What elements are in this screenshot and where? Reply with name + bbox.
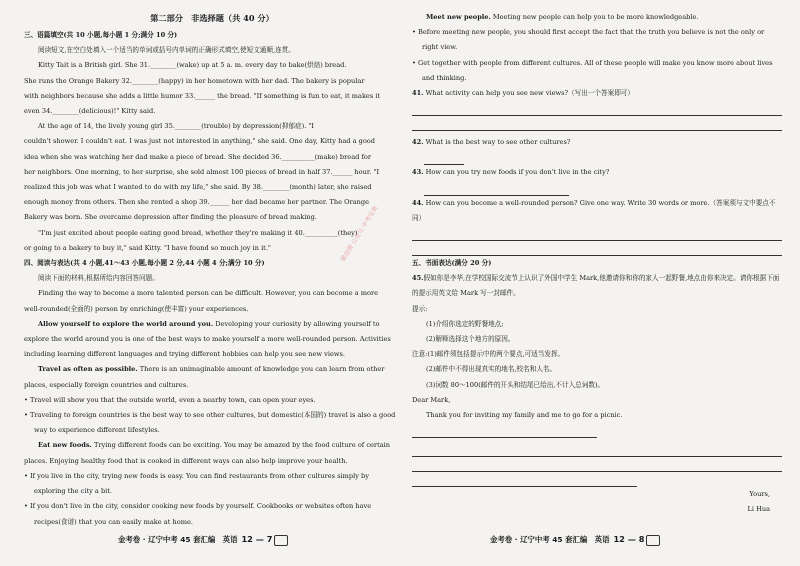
section4-instruction: 阅读下面的材料,根据所给内容回答问题。	[38, 274, 159, 283]
bullet-people-2: • Get together with people from different cultures. All of these people will make you know more about lives and thinking.	[412, 58, 773, 82]
letter-opening: Thank you for inviting my family and me to go for a picnic.	[426, 411, 623, 420]
notes: 注意:(1)邮件须包括提示中的两个要点,可适当发挥。	[412, 350, 565, 359]
reading-p2	[24, 362, 400, 377]
cloze-line-7: idea when she was watching her dad make a piece of bread. She decided 36.__________(make) bread for	[24, 152, 372, 161]
page-number-right: 12 — 8	[613, 534, 645, 544]
bullet-travel-1: • Travel will show you that the outside world, even a nearby town, can open your eyes.	[24, 395, 316, 404]
writing-line-4[interactable]	[412, 474, 637, 487]
writing-line-2[interactable]	[412, 444, 782, 457]
question-42: 42. What is the best way to see other cultures?	[412, 138, 571, 147]
footer-left-text: 金考卷 · 辽宁中考 45 套汇编 英语	[118, 535, 238, 544]
note-3: (3)词数 80～100(邮件的开头和结尾已给出,不计入总词数)。	[426, 380, 605, 389]
cloze-line-5: At the age of 14, the lively young girl 35.________(trouble) by depression(抑郁症). "I	[38, 122, 315, 131]
p1-text: Developing your curiosity by allowing yourself to	[213, 319, 380, 328]
answer-line-41b[interactable]	[412, 118, 782, 131]
question-45: 45.假如你是李华,在学校国际交流节上认识了外国中学生 Mark,他邀请你和你的家人一起野餐,地点由你来决定。请你根据下面的提示用英文给 Mark 写一封邮件。	[412, 274, 780, 298]
bullet-people-1: • Before meeting new people, you should first accept the fact that the truth you believe is not the only or right view.	[412, 28, 765, 52]
section3-heading: 三、语篇填空(共 10 小题,每小题 1 分;满分 10 分)	[24, 31, 178, 39]
cloze-line-2: She runs the Orange Bakery 32.________(happy) in her hometown with her dad. The bakery is popular	[24, 76, 365, 85]
cloze-line-1: Kitty Tait is a British girl. She 31.________(wake) up at 5 a. m. every day to bake(烘焙) bread.	[38, 61, 347, 70]
note-2: (2)邮件中不得出现真实的地名,校名和人名。	[426, 365, 557, 374]
cloze-line-8: her neighbors. One morning, to her surprise, she sold almost 100 pieces of bread in half 37.______ hour. "I	[24, 167, 380, 176]
bullet-food-2: • If you don't live in the city, consider cooking new foods by yourself. Cookbooks or websites often have recipes(食谱) that you can easily make at home.	[24, 502, 372, 526]
question-41: 41. What activity can help you see new views?（写出一个答案即可）	[412, 89, 634, 98]
signature: Li Hua	[747, 505, 770, 514]
footer-left	[118, 534, 288, 546]
cloze-line-9: realized this job was what I wanted to do with my life," she said. By 38.________(month) later, she raised	[24, 183, 372, 192]
answer-line-42[interactable]	[424, 152, 464, 165]
publisher-logo-icon	[646, 535, 660, 546]
footer-right	[490, 534, 660, 546]
reading-p1-line2: explore the world around you is one of the best ways to make yourself a more well-rounded person. Activities	[24, 335, 391, 344]
right-column	[412, 10, 782, 518]
cloze-line-3: with neighbors because she adds a little humor 33.______ the bread. "If something is fun to eat, it makes it	[24, 91, 381, 100]
p4-heading: Meet new people.	[426, 13, 491, 21]
cloze-line-13: or going to a bakery to buy it," said Kitty. "I have found so much joy in it."	[24, 243, 271, 252]
tips-label: 提示:	[412, 304, 428, 313]
cloze-line-4: even 34.________(delicious)!" Kitty said.	[24, 107, 156, 116]
footer-right-text: 金考卷 · 辽宁中考 45 套汇编 英语	[490, 535, 610, 544]
answer-line-44a[interactable]	[412, 228, 782, 241]
publisher-logo-icon	[274, 535, 288, 546]
answer-line-43[interactable]	[424, 183, 569, 196]
writing-line-3[interactable]	[412, 459, 782, 472]
salutation: Dear Mark,	[412, 395, 451, 404]
p4-text: Meeting new people can help you to be more knowledgeable.	[490, 13, 699, 21]
writing-line-1[interactable]	[412, 425, 597, 438]
part-title: 第二部分 非选择题（共 40 分）	[150, 13, 274, 23]
bullet-food-1: • If you live in the city, trying new foods is easy. You can find restaurants from other cultures simply by exploring the city a bit.	[24, 471, 369, 496]
p2-text: There is an unimaginable amount of knowledge you can learn from other	[137, 365, 385, 374]
cloze-line-10: enough money from others. Then she rented a shop 39.______ her dad became her partner. The Orange	[24, 198, 370, 207]
reading-p1-line3: including learning different languages and trying different hobbies can help you see new views.	[24, 350, 345, 359]
reading-p3-line2: places. Enjoying healthy food that is cooked in different ways can also help improve your health.	[24, 456, 348, 465]
cloze-line-12: "I'm just excited about people eating good bread, whether they're making it 40.__________(they)	[38, 228, 358, 237]
closing: Yours,	[749, 490, 770, 499]
section4-heading: 四、阅读与表达(共 4 小题,41～43 小题,每小题 2 分,44 小题 4 分;满分 10 分)	[24, 259, 265, 268]
question-43: 43. How can you try new foods if you don't live in the city?	[412, 168, 610, 177]
p1-heading: Allow yourself to explore the world around you.	[38, 319, 214, 328]
p3-heading: Eat new foods.	[38, 441, 92, 450]
reading-p2-line2: places, especially foreign countries and cultures.	[24, 380, 189, 389]
answer-line-44b[interactable]	[412, 243, 782, 256]
reading-intro-1: Finding the way to become a more talented person can be difficult. However, you can become a more	[38, 289, 378, 298]
reading-p4	[412, 10, 782, 25]
reading-intro-2: well-rounded(全面的) person by enriching(使丰富) your experiences.	[24, 304, 249, 313]
left-column	[24, 10, 400, 530]
p2-heading: Travel as often as possible.	[38, 365, 138, 374]
reading-p1	[24, 317, 400, 332]
answer-line-41a[interactable]	[412, 103, 782, 116]
tip-2: (2)解释选择这个地方的原因。	[426, 335, 515, 344]
tip-1: (1)介绍你选定的野餐地点;	[426, 319, 504, 328]
p3-text: Trying different foods can be exciting. You may be amazed by the food culture of certain	[91, 441, 391, 450]
cloze-line-6: couldn't shower. I couldn't eat. I was just not interested in anything," she said. One day, Kitty had a good	[24, 137, 375, 146]
bullet-travel-2: • Traveling to foreign countries is the best way to see other cultures, but domestic(本国的) travel is also a good way to experience different lifestyles.	[24, 411, 396, 435]
section5-heading: 五、书面表达(满分 20 分)	[412, 259, 492, 268]
cloze-line-11: Bakery was born. She overcame depression after finding the pleasure of bread making.	[24, 213, 317, 222]
watermark: 微信搜 公众号 中考宝典	[339, 204, 380, 263]
page-number-left: 12 — 7	[241, 534, 273, 544]
section3-instruction: 阅读短文,在空白处填入一个适当的单词或括号内单词的正确形式填空,使短文通顺,连贯。	[38, 46, 295, 55]
question-44: 44. How can you become a well-rounded person? Give one way. Write 30 words or more.（答案须与文中要点不同）	[412, 198, 776, 222]
reading-p3	[24, 438, 400, 453]
